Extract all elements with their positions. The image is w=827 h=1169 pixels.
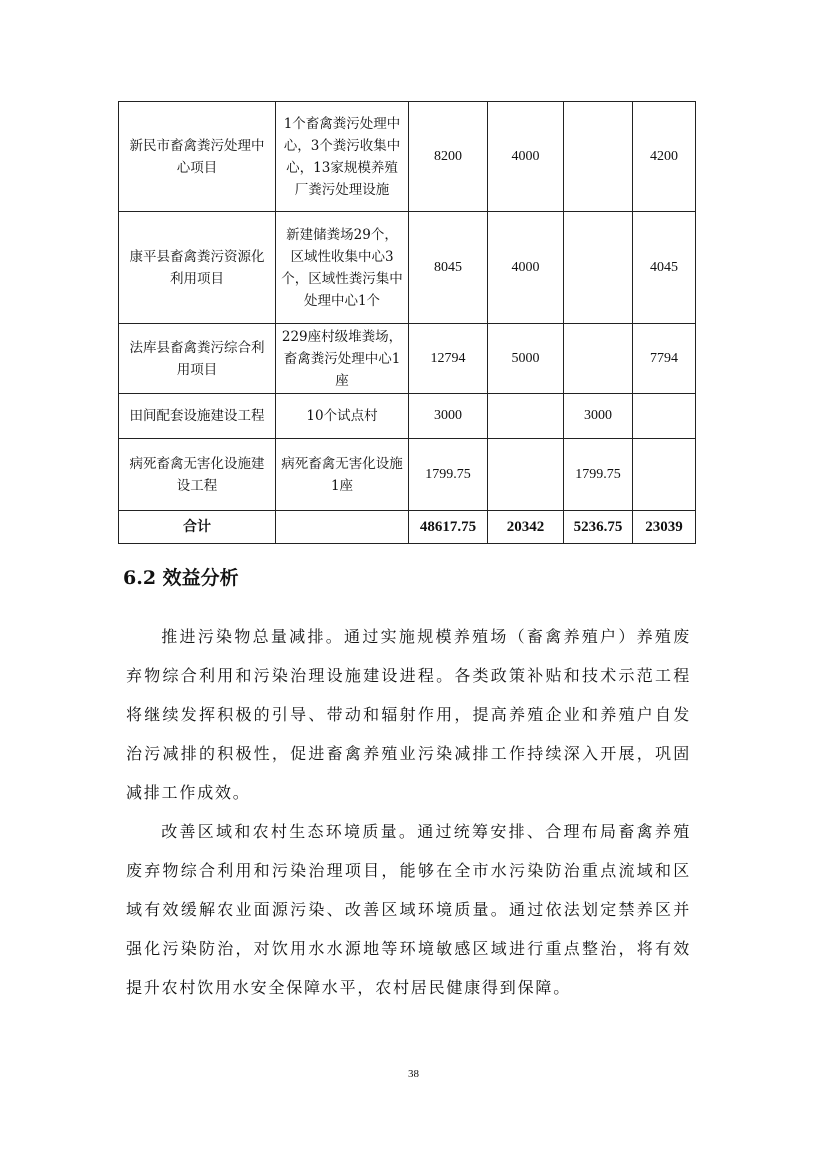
table-total-row [119, 511, 696, 544]
table-row [119, 439, 696, 511]
investment-table [118, 101, 696, 544]
funding-col2 [488, 394, 564, 439]
project-name: 新民市畜禽粪污处理中心项目 [119, 102, 276, 212]
total-col2: 20342 [488, 511, 564, 544]
table-row [119, 102, 696, 212]
total-investment: 1799.75 [409, 439, 488, 511]
total-col4: 23039 [633, 511, 696, 544]
funding-col2 [488, 439, 564, 511]
funding-col2: 4000 [488, 102, 564, 212]
funding-col4: 4200 [633, 102, 696, 212]
table-row [119, 212, 696, 324]
funding-col3 [564, 102, 633, 212]
total-content [276, 511, 409, 544]
funding-col4: 4045 [633, 212, 696, 324]
grand-total: 48617.75 [409, 511, 488, 544]
table-row [119, 394, 696, 439]
paragraph-emission-reduction: 推进污染物总量减排。通过实施规模养殖场（畜禽养殖户）养殖废弃物综合利用和污染治理设施建设进程。各类政策补贴和技术示范工程将继续发挥积极的引导、带动和辐射作用，提高养殖企业和养殖户自发治污减排的积极性，促进畜禽养殖业污染减排工作持续深入开展，巩固减排工作成效。 [126, 627, 691, 802]
funding-col2: 4000 [488, 212, 564, 324]
funding-col3 [564, 212, 633, 324]
project-name: 病死畜禽无害化设施建设工程 [119, 439, 276, 511]
total-investment: 8200 [409, 102, 488, 212]
project-content: 新建储粪场29个，区域性收集中心3个，区域性粪污集中处理中心1个 [276, 212, 409, 324]
funding-col3: 3000 [564, 394, 633, 439]
project-content: 229座村级堆粪场，畜禽粪污处理中心1座 [276, 324, 409, 394]
total-investment: 3000 [409, 394, 488, 439]
funding-col3 [564, 324, 633, 394]
page-number: 38 [408, 1068, 419, 1080]
project-name: 法库县畜禽粪污综合利用项目 [119, 324, 276, 394]
total-label: 合计 [119, 511, 276, 544]
total-investment: 8045 [409, 212, 488, 324]
project-content: 10个试点村 [276, 394, 409, 439]
funding-col4: 7794 [633, 324, 696, 394]
project-content: 1个畜禽粪污处理中心，3个粪污收集中心，13家规模养殖厂粪污处理设施 [276, 102, 409, 212]
funding-col3: 1799.75 [564, 439, 633, 511]
project-name: 康平县畜禽粪污资源化利用项目 [119, 212, 276, 324]
table-row [119, 324, 696, 394]
project-content: 病死畜禽无害化设施1座 [276, 439, 409, 511]
funding-col4 [633, 439, 696, 511]
project-name: 田间配套设施建设工程 [119, 394, 276, 439]
paragraph-environment-quality: 改善区域和农村生态环境质量。通过统筹安排、合理布局畜禽养殖废弃物综合利用和污染治理项目，能够在全市水污染防治重点流域和区域有效缓解农业面源污染、改善区域环境质量。通过依法划定禁养区并强化污染防治，对饮用水水源地等环境敏感区域进行重点整治，将有效提升农村饮用水安全保障水平，农村居民健康得到保障。 [126, 822, 691, 997]
funding-col4 [633, 394, 696, 439]
funding-col2: 5000 [488, 324, 564, 394]
total-col3: 5236.75 [564, 511, 633, 544]
total-investment: 12794 [409, 324, 488, 394]
section-heading: 6.2 效益分析 [123, 567, 239, 589]
